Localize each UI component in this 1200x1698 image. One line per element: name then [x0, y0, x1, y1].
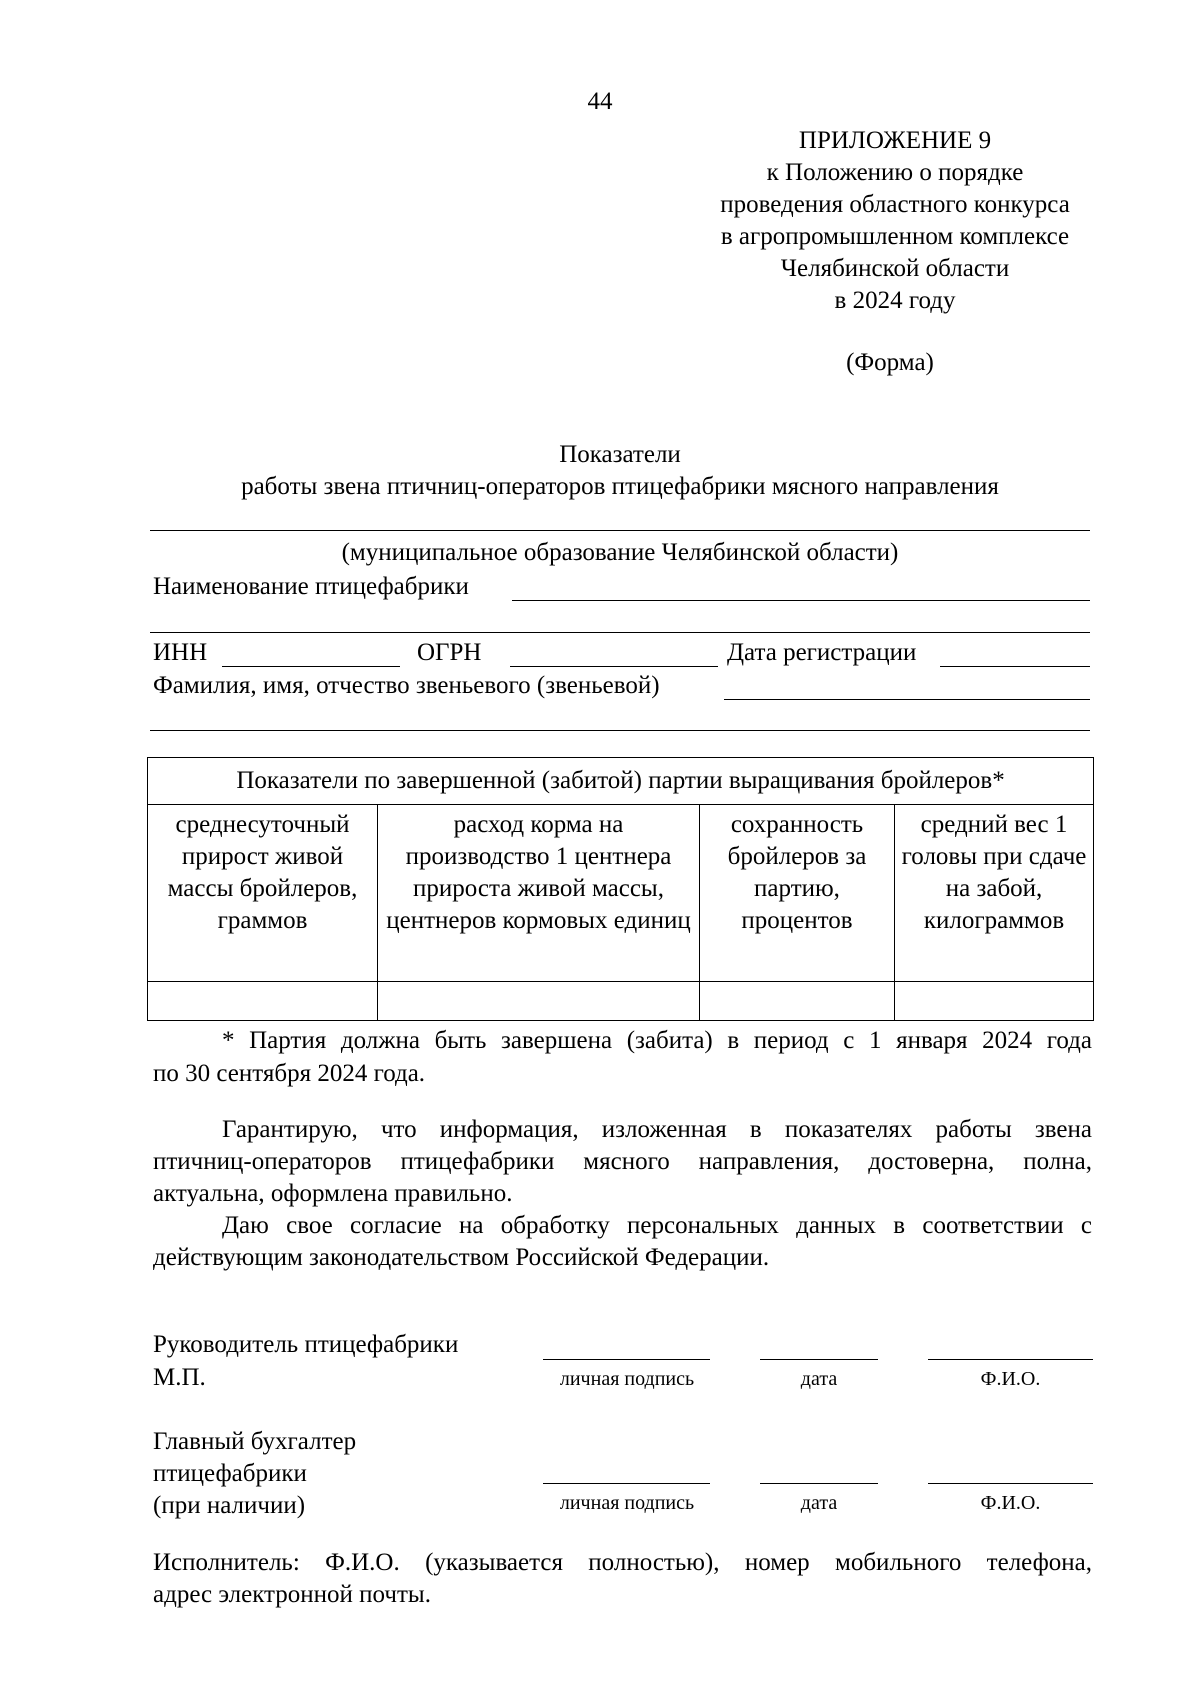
average-weight-cell[interactable]	[895, 982, 1094, 1021]
inn-label: ИНН	[153, 639, 208, 666]
daily-gain-cell[interactable]	[148, 982, 378, 1021]
feed-consumption-cell[interactable]	[378, 982, 700, 1021]
stamp-place-label: М.П.	[153, 1364, 206, 1391]
ogrn-label: ОГРН	[417, 639, 482, 666]
leader-name-label: Фамилия, имя, отчество звеньевого (звеньевой)	[153, 672, 660, 699]
accountant-signature-field[interactable]	[543, 1483, 710, 1484]
appendix-line: проведения областного конкурса	[720, 191, 1070, 218]
footnote-line: * Партия должна быть завершена (забита) в период с 1 января 2024 года	[222, 1027, 1092, 1054]
table-row	[148, 982, 1094, 1021]
registration-date-label: Дата регистрации	[727, 639, 917, 666]
signature-caption: личная подпись	[559, 1492, 695, 1514]
column-header-average-weight: средний вес 1 головы при сдаче на забой, килограммов	[895, 805, 1094, 982]
name-caption: Ф.И.О.	[980, 1492, 1041, 1514]
form-label: (Форма)	[846, 349, 934, 376]
footnote-line: по 30 сентября 2024 года.	[153, 1060, 426, 1087]
guarantee-text: актуальна, оформлена правильно.	[153, 1180, 513, 1207]
signature-caption: личная подпись	[559, 1368, 695, 1390]
appendix-line: к Положению о порядке	[766, 159, 1024, 186]
date-caption: дата	[800, 1368, 838, 1390]
leader-name-field-continued[interactable]	[150, 730, 1090, 731]
head-name-field[interactable]	[928, 1359, 1093, 1360]
appendix-title: ПРИЛОЖЕНИЕ 9	[798, 127, 992, 154]
appendix-line: Челябинской области	[780, 255, 1010, 282]
poultry-farm-name-field-continued[interactable]	[150, 632, 1090, 633]
accountant-role-label: птицефабрики	[153, 1460, 307, 1487]
metrics-table	[147, 757, 1094, 1021]
head-signature-field[interactable]	[543, 1359, 710, 1360]
document-title: Показатели	[559, 441, 681, 468]
ogrn-field[interactable]	[510, 666, 718, 667]
accountant-name-field[interactable]	[928, 1483, 1093, 1484]
consent-text: Даю свое согласие на обработку персональных данных в соответствии с	[222, 1212, 1092, 1239]
leader-name-field[interactable]	[724, 699, 1090, 700]
executor-text: Исполнитель: Ф.И.О. (указывается полностью), номер мобильного телефона,	[153, 1549, 1092, 1576]
appendix-header	[690, 125, 1100, 317]
poultry-farm-name-field[interactable]	[512, 600, 1090, 601]
consent-text: действующим законодательством Российской Федерации.	[153, 1244, 770, 1271]
accountant-date-field[interactable]	[760, 1483, 878, 1484]
head-role-label: Руководитель птицефабрики	[153, 1331, 459, 1358]
column-header-survival-rate: сохранность бройлеров за партию, процентов	[700, 805, 895, 982]
municipality-caption: (муниципальное образование Челябинской области)	[341, 539, 899, 566]
column-header-daily-gain: среднесуточный прирост живой массы бройлеров, граммов	[148, 805, 378, 982]
column-header-feed-consumption: расход корма на производство 1 центнера прироста живой массы, центнеров кормовых единиц	[378, 805, 700, 982]
appendix-line: в 2024 году	[834, 287, 956, 314]
date-caption: дата	[800, 1492, 838, 1514]
table-caption: Показатели по завершенной (забитой) партии выращивания бройлеров*	[148, 758, 1094, 805]
survival-rate-cell[interactable]	[700, 982, 895, 1021]
executor-text: адрес электронной почты.	[153, 1581, 431, 1608]
head-date-field[interactable]	[760, 1359, 878, 1360]
page-number: 44	[587, 88, 613, 115]
accountant-role-note: (при наличии)	[153, 1492, 306, 1519]
guarantee-text: птичниц-операторов птицефабрики мясного направления, достоверна, полна,	[153, 1148, 1092, 1175]
poultry-farm-name-label: Наименование птицефабрики	[153, 573, 469, 600]
registration-date-field[interactable]	[940, 666, 1090, 667]
accountant-role-label: Главный бухгалтер	[153, 1428, 357, 1455]
municipality-field[interactable]	[150, 530, 1090, 531]
inn-field[interactable]	[222, 666, 400, 667]
document-subtitle: работы звена птичниц-операторов птицефабрики мясного направления	[241, 473, 999, 500]
appendix-line: в агропромышленном комплексе	[720, 223, 1070, 250]
guarantee-text: Гарантирую, что информация, изложенная в показателях работы звена	[222, 1116, 1092, 1143]
name-caption: Ф.И.О.	[980, 1368, 1041, 1390]
